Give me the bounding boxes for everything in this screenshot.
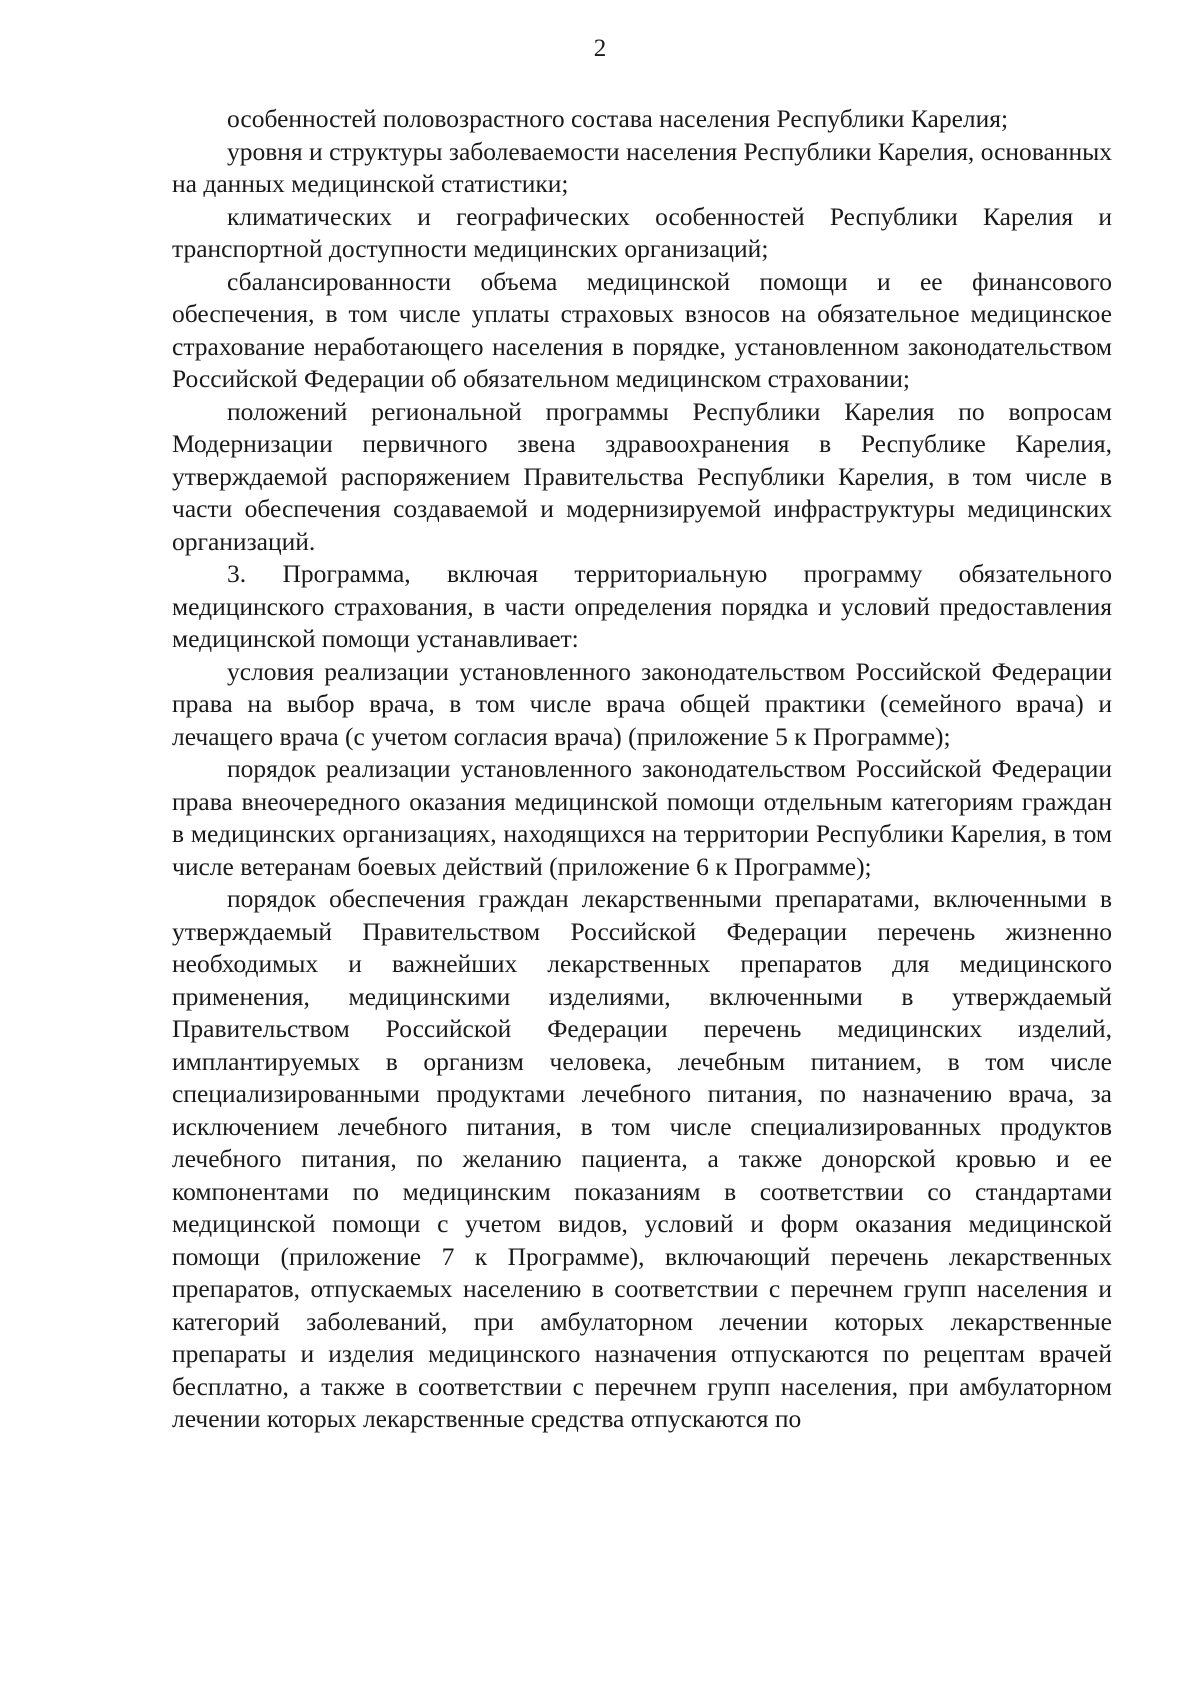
paragraph-priority-care: порядок реализации установленного законодательством Российской Федерации права внеочередного оказания медицинской помощи отдельным категориям граждан в медицинских организациях, находящихся на территории Республики Карелия, в том числе ветеранам боевых действий (приложение 6 к Программе);: [172, 754, 1112, 881]
document-body: [172, 103, 1112, 1436]
paragraph-morbidity-level: уровня и структуры заболеваемости населения Республики Карелия, основанных на данных медицинской статистики;: [172, 136, 1112, 198]
paragraph-regional-program: положений региональной программы Республики Карелия по вопросам Модернизации первичного звена здравоохранения в Республике Карелия, утверждаемой распоряжением Правительства Республики Карелия, в том числе в части обеспечения создаваемой и модернизируемой инфраструктуры медицинских организаций.: [172, 396, 1112, 556]
paragraph-age-sex-composition: особенностей половозрастного состава населения Республики Карелия;: [227, 104, 1009, 133]
paragraph-drug-provision: порядок обеспечения граждан лекарственными препаратами, включенными в утверждаемый Правительством Российской Федерации перечень жизненно необходимых и важнейших лекарственных препаратов для медицинского применения, медицинскими изделиями, включенными в утверждаемый Правительством Российской Федерации перечень медицинских изделий, имплантируемых в организм человека, лечебным питанием, в том числе специализированными продуктами лечебного питания, по назначению врача, за исключением лечебного питания, в том числе специализированных продуктов лечебного питания, по желанию пациента, а также донорской кровью и ее компонентами по медицинским показаниям в соответствии со стандартами медицинской помощи с учетом видов, условий и форм оказания медицинской помощи (приложение 7 к Программе), включающий перечень лекарственных препаратов, отпускаемых населению в соответствии с перечнем групп населения и категорий заболеваний, при амбулаторном лечении которых лекарственные препараты и изделия медицинского назначения отпускаются по рецептам врачей бесплатно, а также в соответствии с перечнем групп населения, при амбулаторном лечении которых лекарственные средства отпускаются по: [172, 884, 1112, 1433]
paragraph-item-3-program: 3. Программа, включая территориальную программу обязательного медицинского страхования, в части определения порядка и условий предоставления медицинской помощи устанавливает:: [172, 559, 1112, 653]
paragraph-balanced-volume: сбалансированности объема медицинской помощи и ее финансового обеспечения, в том числе уплаты страховых взносов на обязательное медицинское страхование неработающего населения в порядке, установленном законодательством Российской Федерации об обязательном медицинском страховании;: [172, 266, 1112, 393]
paragraph-doctor-choice: условия реализации установленного законодательством Российской Федерации права на выбор врача, в том числе врача общей практики (семейного врача) и лечащего врача (с учетом согласия врача) (приложение 5 к Программе);: [172, 656, 1112, 751]
page-number: 2: [593, 35, 607, 62]
paragraph-climate-geography: климатических и географических особенностей Республики Карелия и транспортной доступности медицинских организаций;: [172, 201, 1112, 263]
